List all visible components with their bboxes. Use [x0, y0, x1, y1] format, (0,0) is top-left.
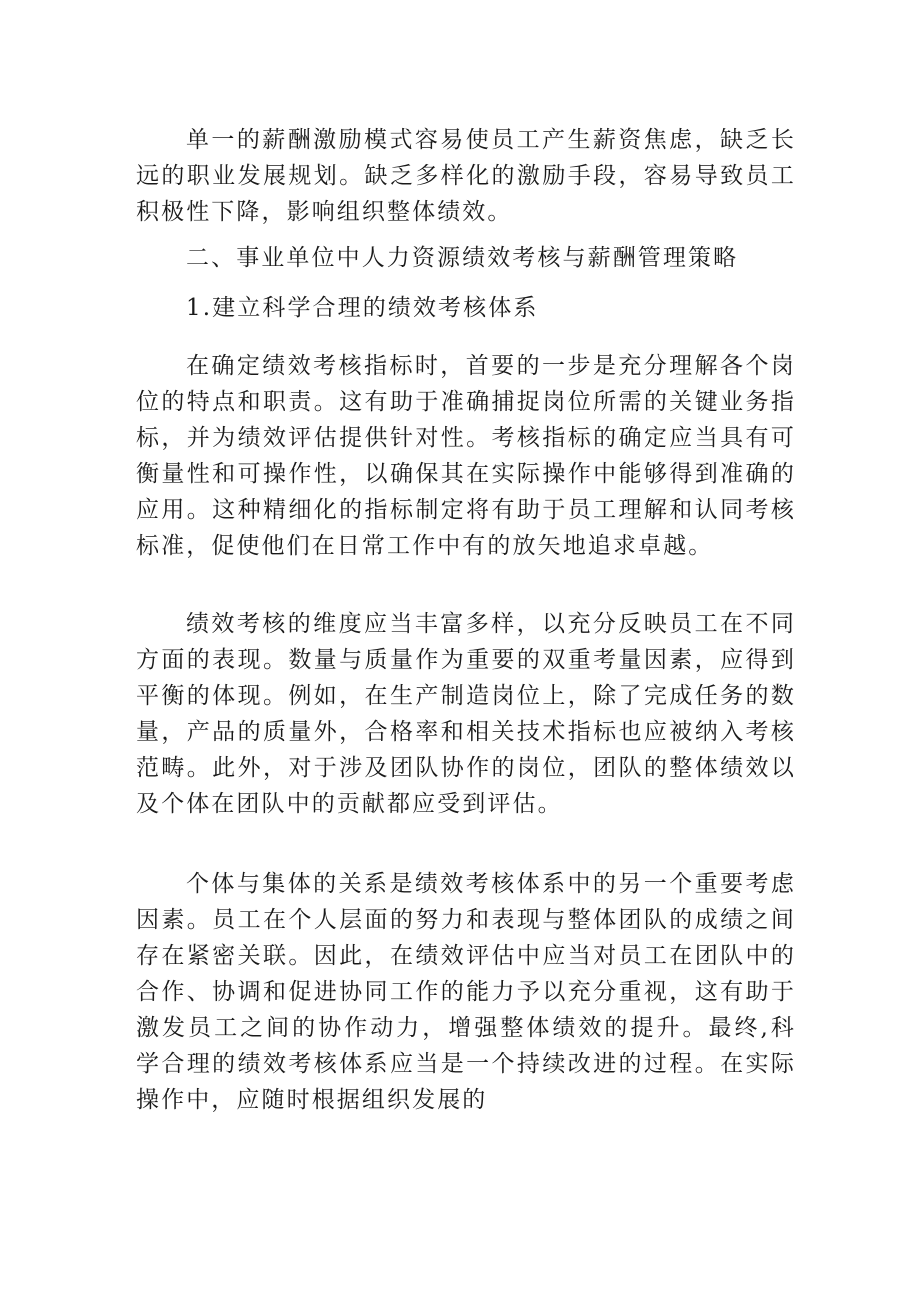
paragraph-assessment-dimensions: 绩效考核的维度应当丰富多样，以充分反映员工在不同方面的表现。数量与质量作为重要的双重考量因素，应得到平衡的体现。例如，在生产制造岗位上，除了完成任务的数量，产品的质量外，合格率和相关技术指标也应被纳入考核范畴。此外，对于涉及团队协作的岗位，团队的整体绩效以及个体在团队中的贡献都应受到评估。: [136, 611, 796, 817]
paragraph-salary-incentive: 单一的薪酬激励模式容易使员工产生薪资焦虑，缺乏长远的职业发展规划。缺乏多样化的激励手段，容易导致员工积极性下降，影响组织整体绩效。: [136, 127, 796, 225]
subsection-heading: 1.建立科学合理的绩效考核体系: [186, 295, 539, 321]
paragraph-individual-collective: 个体与集体的关系是绩效考核体系中的另一个重要考虑因素。员工在个人层面的努力和表现与整体团队的成绩之间存在紧密关联。因此，在绩效评估中应当对员工在团队中的合作、协调和促进协同工作的能力予以充分重视，这有助于激发员工之间的协作动力，增强整体绩效的提升。最终,科学合理的绩效考核体系应当是一个持续改进的过程。在实际操作中，应随时根据组织发展的: [136, 871, 796, 1113]
paragraph-assessment-indicators: 在确定绩效考核指标时，首要的一步是充分理解各个岗位的特点和职责。这有助于准确捕捉岗位所需的关键业务指标，并为绩效评估提供针对性。考核指标的确定应当具有可衡量性和可操作性，以确保其在实际操作中能够得到准确的应用。这种精细化的指标制定将有助于员工理解和认同考核标准，促使他们在日常工作中有的放矢地追求卓越。: [136, 353, 796, 559]
section-heading: 二、事业单位中人力资源绩效考核与薪酬管理策略: [186, 245, 739, 271]
